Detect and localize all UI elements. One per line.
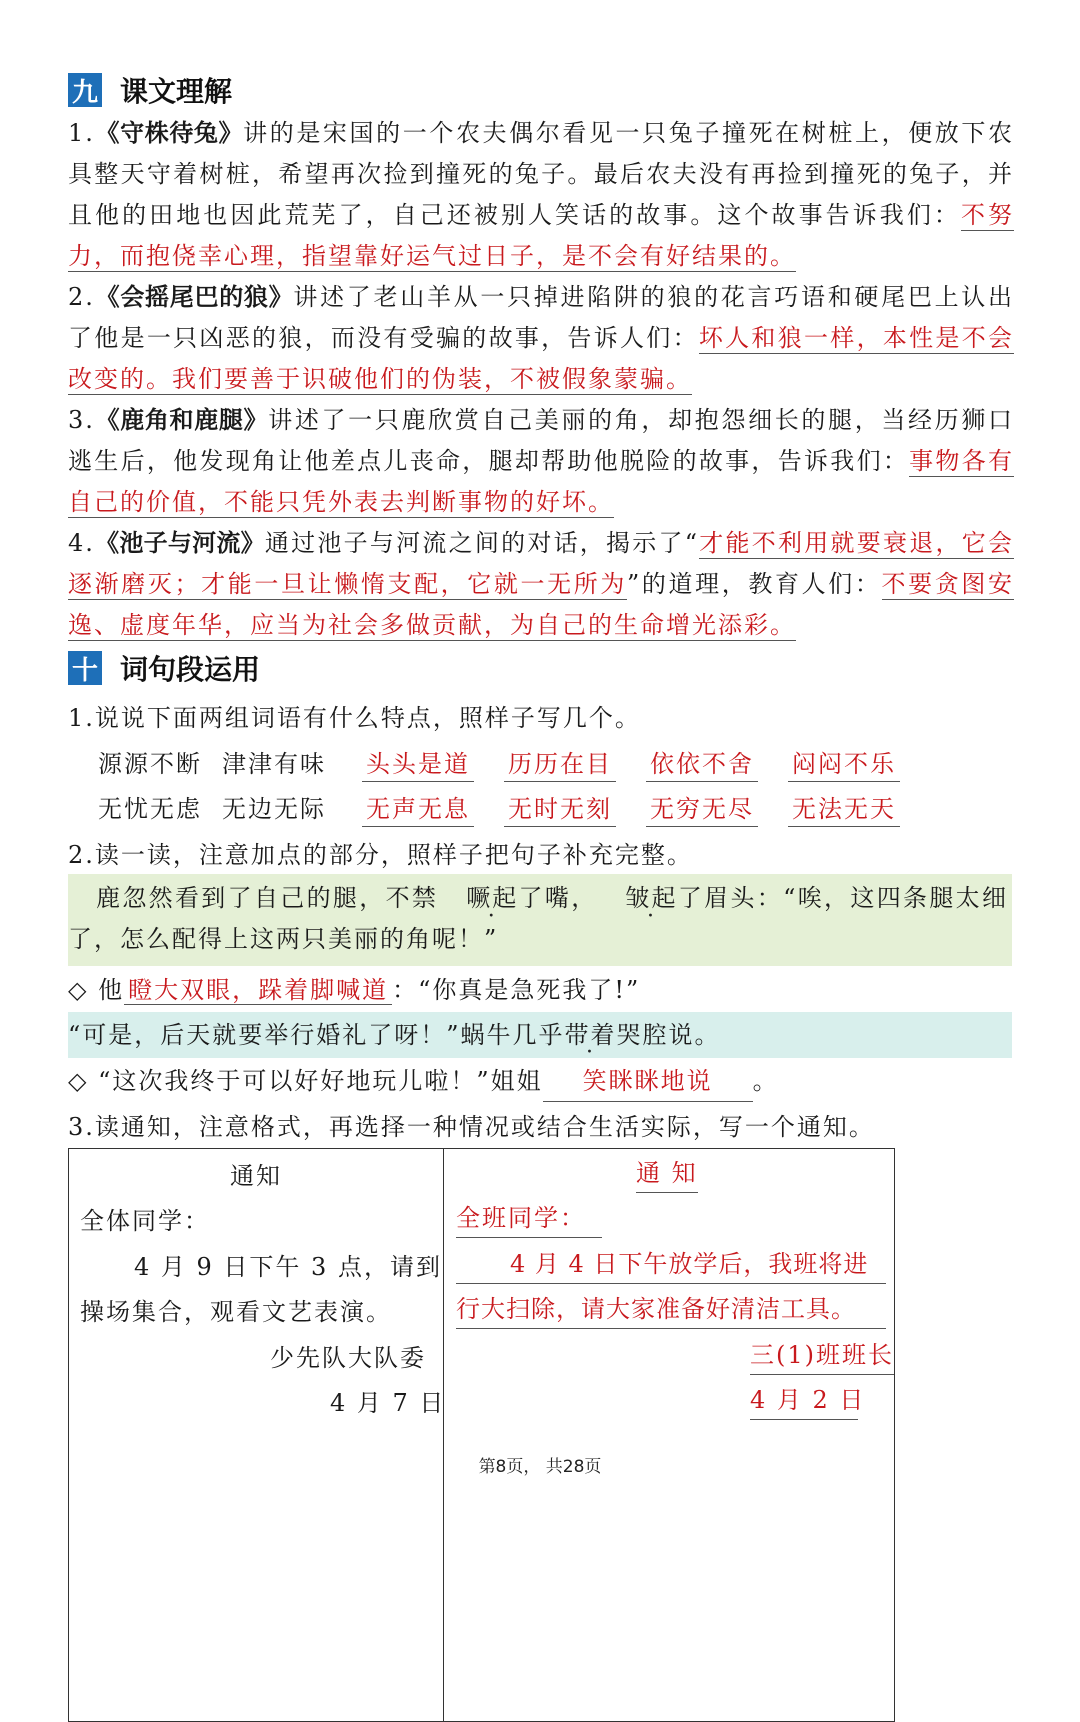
- answer-word: 无时无刻: [504, 792, 616, 827]
- word-row-2: [98, 789, 930, 829]
- section-10-badge: 十: [68, 651, 102, 685]
- section-9-header: [68, 70, 232, 110]
- section-9-title: 课文理解: [120, 75, 233, 108]
- right-notice-title: 通 知: [636, 1154, 698, 1193]
- answer-word: 头头是道: [362, 747, 474, 782]
- notice-table-divider: [443, 1148, 444, 1722]
- example-word: 源源不断: [98, 750, 202, 778]
- fill-line-1: ◇ 他 瞪大双眼，跺着脚喊道 ：“你真是急死我了!”: [68, 976, 641, 1004]
- left-notice-body-1: 4 月 9 日下午 3 点，请到: [134, 1253, 442, 1281]
- fill-blank: [543, 1061, 753, 1102]
- left-notice-to: 全体同学：: [80, 1207, 210, 1235]
- right-notice-to: 全班同学：: [456, 1199, 602, 1238]
- item-1: 1.《守株待兔》讲的是宋国的一个农夫偶尔看见一只兔子撞死在树桩上，便放下农具整天守着树桩，希望再次捡到撞死的兔子。最后农夫没有再捡到撞死的兔子，并且他的田地也因此荒芜了，自己还被别人笑话的故事。这个故事告诉我们：不努力，而抱侥幸心理，指望靠好运气过日子，是不会有好结果的。: [68, 119, 1015, 270]
- fill-line-2: ◇ “这次我终于可以好好地玩儿啦！”姐姐 笑眯眯地说 。: [68, 1061, 779, 1101]
- book-title: 《池子与河流》: [94, 529, 265, 557]
- answer-word: 闷闷不乐: [788, 747, 900, 782]
- answer-word: 无穷无尽: [646, 792, 758, 827]
- example-sentence-1: 鹿忽然看到了自己的腿，不禁 噘起了嘴， 皱起了眉头：“唉，这四条腿太细了，怎么配得上这两只美丽的角呢！”: [68, 878, 1008, 960]
- question-2: 2.读一读，注意加点的部分，照样子把句子补充完整。: [68, 841, 693, 869]
- left-notice-from: 少先队大队委: [270, 1344, 426, 1372]
- answer: 事物各有自己的价值，不能只凭外表去判断事物的好坏。: [68, 447, 1014, 516]
- item-2: 2.《会摇尾巴的狼》讲述了老山羊从一只掉进陷阱的狼的花言巧语和硬尾巴上认出了他是一只凶恶的狼，而没有受骗的故事，告诉人们：坏人和狼一样，本性是不会改变的。我们要善于识破他们的伪装，不被假象蒙骗。: [68, 283, 1015, 393]
- book-title: 《会摇尾巴的狼》: [94, 283, 294, 311]
- example-word: 津津有味: [222, 750, 326, 778]
- left-notice-date: 4 月 7 日: [330, 1389, 446, 1417]
- section-10-header: [68, 648, 260, 688]
- page-footer: 第8页， 共28页: [478, 1457, 602, 1477]
- answer: 不要贪图安逸、虚度年华，应当为社会多做贡献，为自己的生命增光添彩。: [68, 570, 1014, 639]
- item-3: 3.《鹿角和鹿腿》讲述了一只鹿欣赏自己美丽的角，却抱怨细长的腿，当经历狮口逃生后，他发现角让他差点儿丧命，腿却帮助他脱险的故事，告诉我们：事物各有自己的价值，不能只凭外表去判断事物的好坏。: [68, 406, 1015, 516]
- dotted-text: 皱起: [625, 884, 678, 912]
- example-word: 无忧无虑: [98, 795, 202, 823]
- right-notice-body-1: 4 月 4 日下午放学后，我班将进: [456, 1245, 886, 1284]
- answer-word: 无声无息: [362, 792, 474, 827]
- answer-word: 无法无天: [788, 792, 900, 827]
- book-title: 《鹿角和鹿腿》: [94, 406, 269, 434]
- answer-word: 依依不舍: [646, 747, 758, 782]
- word-row-1: [98, 744, 930, 784]
- answer: 才能不利用就要衰退，它会逐渐磨灭；才能一旦让懒惰支配，它就一无所为: [68, 529, 1014, 598]
- answer: 不努力，而抱侥幸心理，指望靠好运气过日子，是不会有好结果的。: [68, 201, 1015, 270]
- item-4: 4.《池子与河流》通过池子与河流之间的对话，揭示了“才能不利用就要衰退，它会逐渐磨灭；才能一旦让懒惰支配，它就一无所为”的道理，教育人们：不要贪图安逸、虚度年华，应当为社会多做贡献，为自己的生命增光添彩。: [68, 529, 1014, 639]
- left-notice-title: 通知: [230, 1162, 282, 1190]
- question-3: 3.读通知，注意格式，再选择一种情况或结合生活实际，写一个通知。: [68, 1113, 875, 1141]
- right-notice-date: 4 月 2 日: [750, 1381, 858, 1420]
- example-sentence-2: “可是，后天就要举行婚礼了呀！”蜗牛几乎带着哭腔 ·说。: [68, 1015, 721, 1055]
- dotted-text: 几乎带着哭腔 ·: [513, 1015, 669, 1055]
- right-notice-from: 三(1)班班长: [750, 1336, 894, 1375]
- right-notice-body-2: 行大扫除，请大家准备好清洁工具。: [456, 1290, 886, 1329]
- book-title: 《守株待兔》: [94, 119, 244, 147]
- dotted-text: 噘起: [466, 884, 519, 912]
- fill-answer: 笑眯眯地说: [582, 1067, 713, 1095]
- answer-word: 历历在目: [504, 747, 616, 782]
- example-word: 无边无际: [222, 795, 326, 823]
- fill-answer: 瞪大双眼，跺着脚喊道: [124, 976, 392, 1005]
- section-9-badge: 九: [68, 73, 102, 107]
- section-10-title: 词句段运用: [120, 653, 261, 686]
- left-notice-body-2: 操场集合，观看文艺表演。: [80, 1298, 392, 1326]
- question-1: 1.说说下面两组词语有什么特点，照样子写几个。: [68, 704, 641, 732]
- answer: 坏人和狼一样，本性是不会改变的。我们要善于识破他们的伪装，不被假象蒙骗。: [68, 324, 1015, 393]
